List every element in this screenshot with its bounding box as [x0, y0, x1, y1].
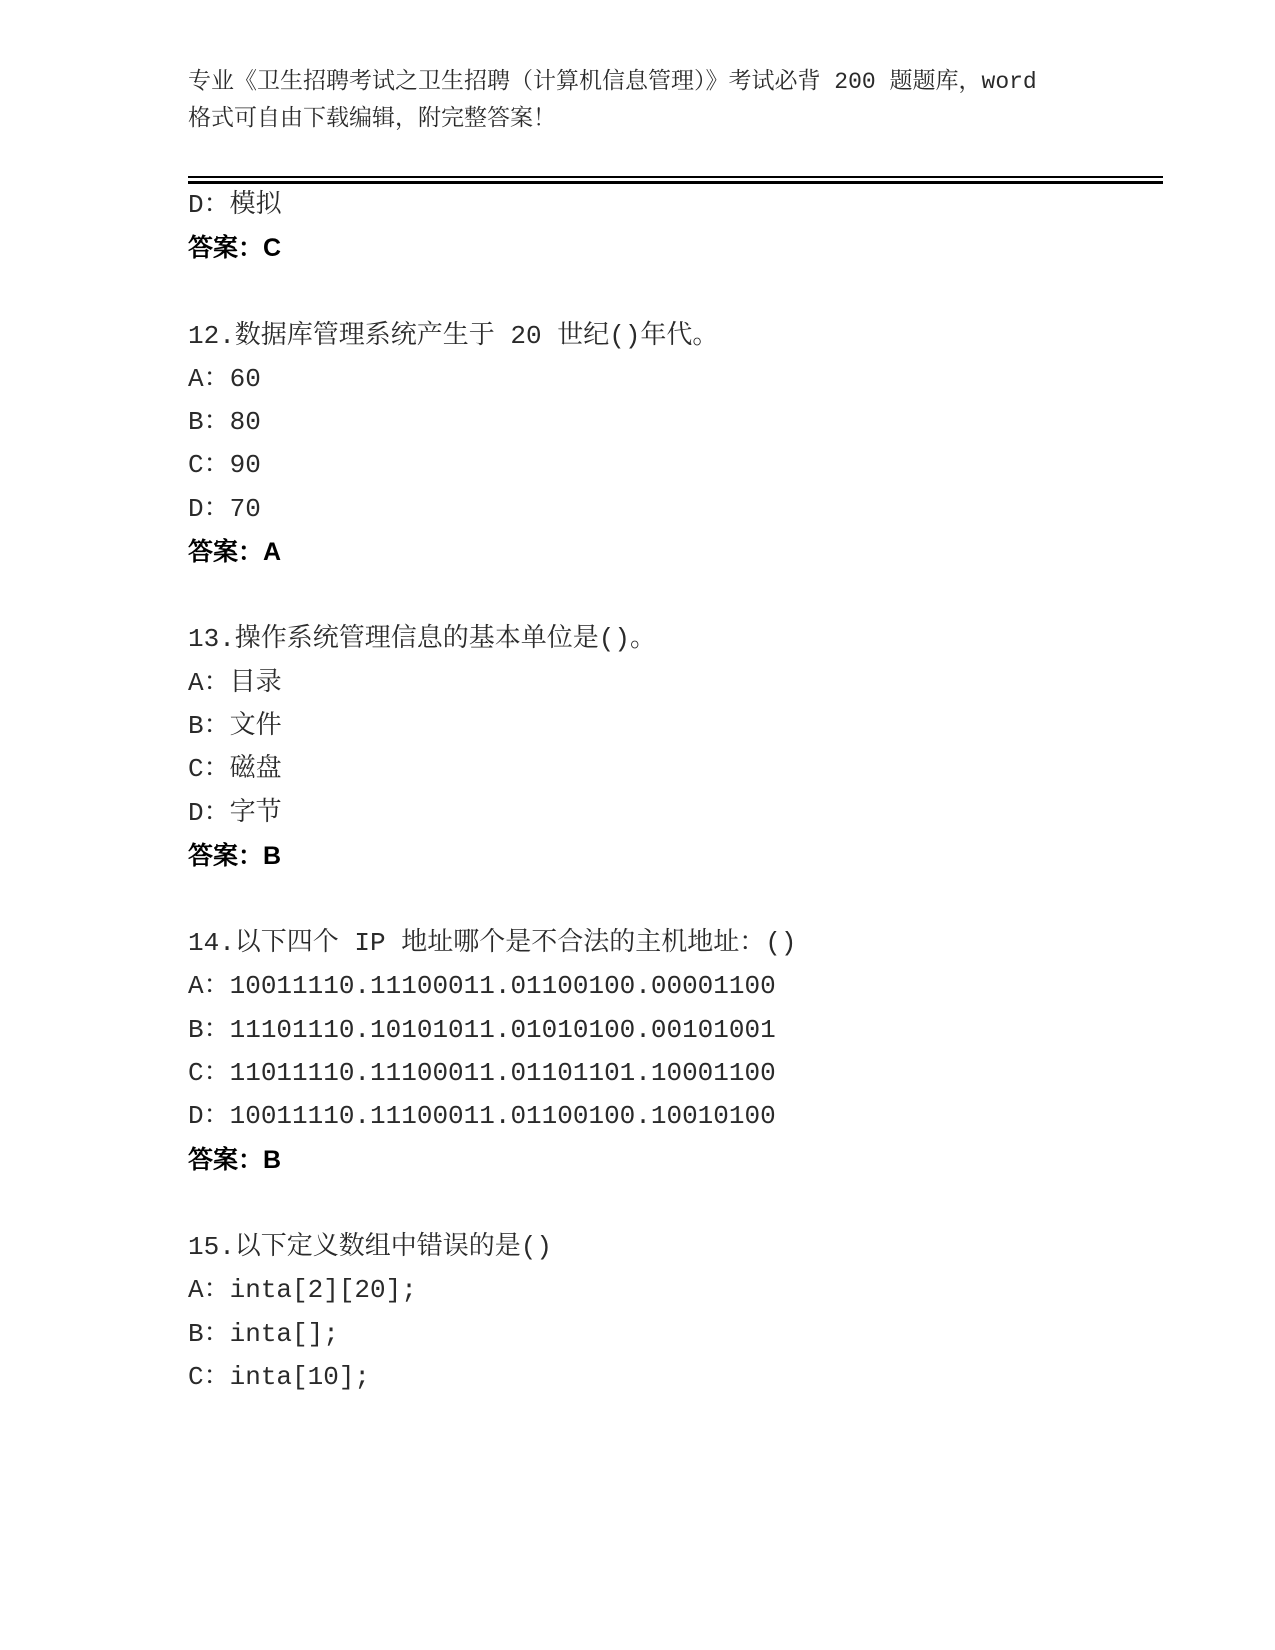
answer-line [188, 1139, 1163, 1182]
answer-line [188, 835, 1163, 878]
option-line [188, 488, 1163, 531]
answer-value: C [263, 234, 282, 263]
option-text: 90 [229, 450, 261, 481]
option-line [188, 1313, 1163, 1356]
option-text: 70 [229, 493, 261, 524]
option-line [188, 444, 1163, 487]
answer-line [188, 227, 1163, 270]
option-text: 80 [229, 407, 261, 438]
answer-value: B [263, 841, 282, 870]
option-text: 10011110.11100011.01100100.10010100 [229, 1101, 776, 1132]
option-text: 60 [229, 363, 261, 394]
option-line [188, 965, 1163, 1008]
option-line [188, 358, 1163, 401]
option-line [188, 792, 1163, 835]
option-line [188, 1009, 1163, 1052]
option-label: D： [188, 1101, 230, 1132]
option-label: A： [188, 667, 230, 698]
option-line [188, 705, 1163, 748]
question-title: 13.操作系统管理信息的基本单位是()。 [188, 624, 657, 655]
option-text: inta[10]; [229, 1361, 371, 1392]
answer-prefix: 答案： [188, 234, 264, 263]
option-text: 10011110.11100011.01100100.00001100 [229, 971, 776, 1002]
option-label: C： [188, 450, 230, 481]
question-block-11-tail [188, 184, 1163, 271]
option-label: B： [188, 407, 230, 438]
question-block-12 [188, 315, 1163, 575]
option-text: 磁盘 [229, 754, 282, 785]
question-title: 15.以下定义数组中错误的是() [188, 1231, 553, 1262]
answer-prefix: 答案： [188, 1145, 264, 1174]
header-line-1: 专业《卫生招聘考试之卫生招聘（计算机信息管理）》考试必背 200 题题库，word [188, 69, 1037, 95]
question-title: 12.数据库管理系统产生于 20 世纪()年代。 [188, 320, 719, 351]
question-block-13 [188, 618, 1163, 878]
doc-header [188, 0, 1163, 138]
answer-line [188, 531, 1163, 574]
option-label: D： [188, 190, 230, 220]
question-block-14 [188, 922, 1163, 1182]
option-label: B： [188, 710, 230, 741]
header-line-2: 格式可自由下载编辑，附完整答案！ [188, 106, 556, 132]
answer-value: A [263, 538, 282, 567]
option-text: 模拟 [229, 190, 282, 220]
option-text: 11011110.11100011.01101101.10001100 [229, 1058, 776, 1089]
option-text: inta[]; [229, 1318, 339, 1349]
option-line [188, 1052, 1163, 1095]
option-line [188, 1269, 1163, 1312]
option-label: A： [188, 971, 230, 1002]
option-label: B： [188, 1014, 230, 1045]
option-label: C： [188, 1058, 230, 1089]
option-text: 目录 [229, 667, 282, 698]
option-label: A： [188, 363, 230, 394]
question-block-15 [188, 1226, 1163, 1399]
option-label: D： [188, 493, 230, 524]
option-line [188, 1356, 1163, 1399]
option-line [188, 184, 1163, 227]
option-line [188, 401, 1163, 444]
header-separator-rule [188, 176, 1163, 184]
option-label: A： [188, 1275, 230, 1306]
option-label: C： [188, 1361, 230, 1392]
option-label: D： [188, 797, 230, 828]
answer-value: B [263, 1145, 282, 1174]
content-column [188, 0, 1163, 1399]
question-title: 14.以下四个 IP 地址哪个是不合法的主机地址：() [188, 928, 797, 959]
option-text: inta[2][20]; [229, 1275, 417, 1306]
answer-prefix: 答案： [188, 538, 264, 567]
option-label: B： [188, 1318, 230, 1349]
option-text: 11101110.10101011.01010100.00101001 [229, 1014, 776, 1045]
option-line [188, 662, 1163, 705]
answer-prefix: 答案： [188, 841, 264, 870]
option-text: 文件 [229, 710, 282, 741]
option-line [188, 748, 1163, 791]
option-label: C： [188, 754, 230, 785]
option-line [188, 1095, 1163, 1138]
option-text: 字节 [229, 797, 282, 828]
